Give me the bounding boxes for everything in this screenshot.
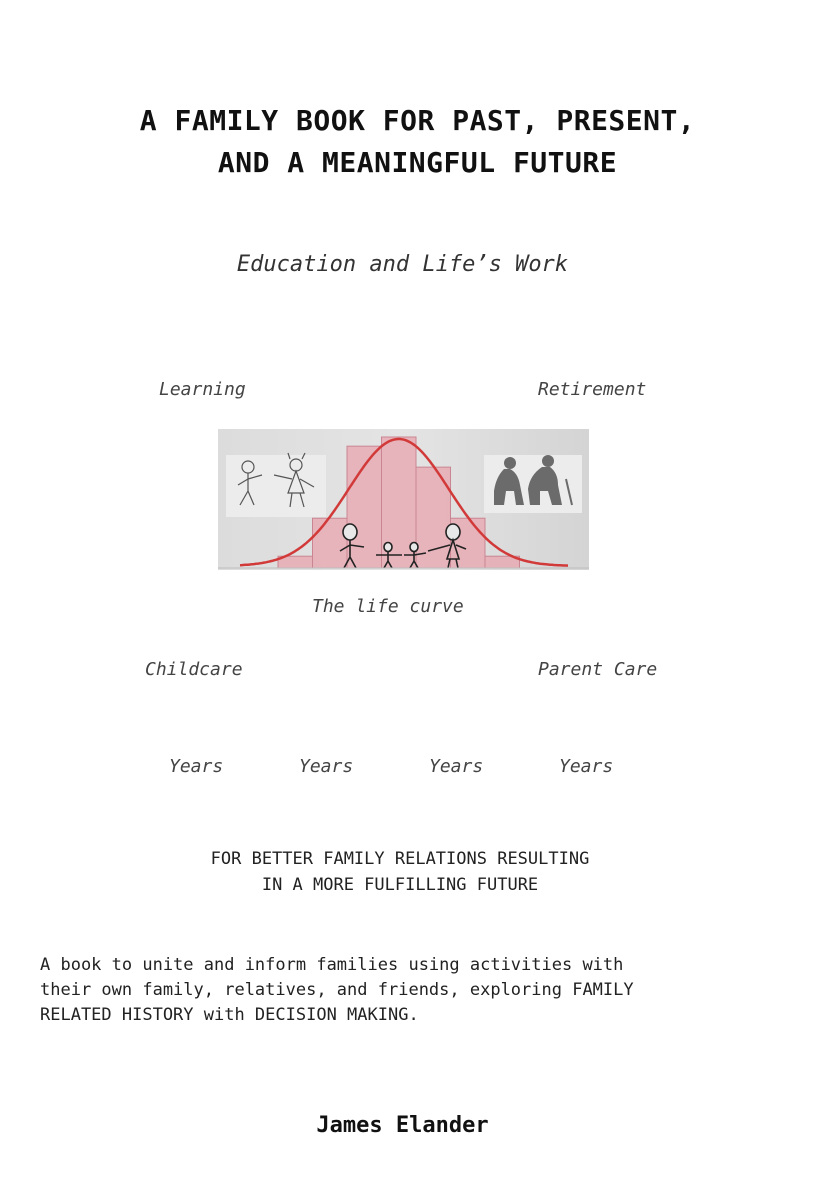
parent-care-label: Parent Care [538,659,658,680]
life-curve-graphic [218,429,589,570]
life-curve-caption: The life curve [312,596,464,617]
book-title-line-2: AND A MEANINGFUL FUTURE [217,146,618,179]
book-title [0,100,835,184]
book-subtitle: Education and Life’s Work [236,252,569,277]
childcare-label: Childcare [145,659,243,680]
description-line-3: RELATED HISTORY with DECISION MAKING. [40,1005,419,1025]
histogram-bar [313,518,348,568]
children-drawing-panel [226,455,326,517]
years-label-3: Years [429,756,484,777]
book-title-line-1: A FAMILY BOOK FOR PAST, PRESENT, [139,104,696,137]
learning-label: Learning [159,379,246,400]
book-description [40,953,800,1028]
years-label-1: Years [169,756,224,777]
tagline-line-2: IN A MORE FULFILLING FUTURE [261,875,539,895]
years-label-4: Years [559,756,614,777]
tagline [0,846,800,898]
author-name: James Elander [316,1113,489,1138]
description-line-2: their own family, relatives, and friends, exploring FAMILY [40,980,634,1000]
life-curve-illustration [218,429,589,570]
years-label-2: Years [299,756,354,777]
retirement-label: Retirement [538,379,647,400]
tagline-line-1: FOR BETTER FAMILY RELATIONS RESULTING [210,849,590,869]
description-line-1: A book to unite and inform families using activities with [40,955,624,975]
